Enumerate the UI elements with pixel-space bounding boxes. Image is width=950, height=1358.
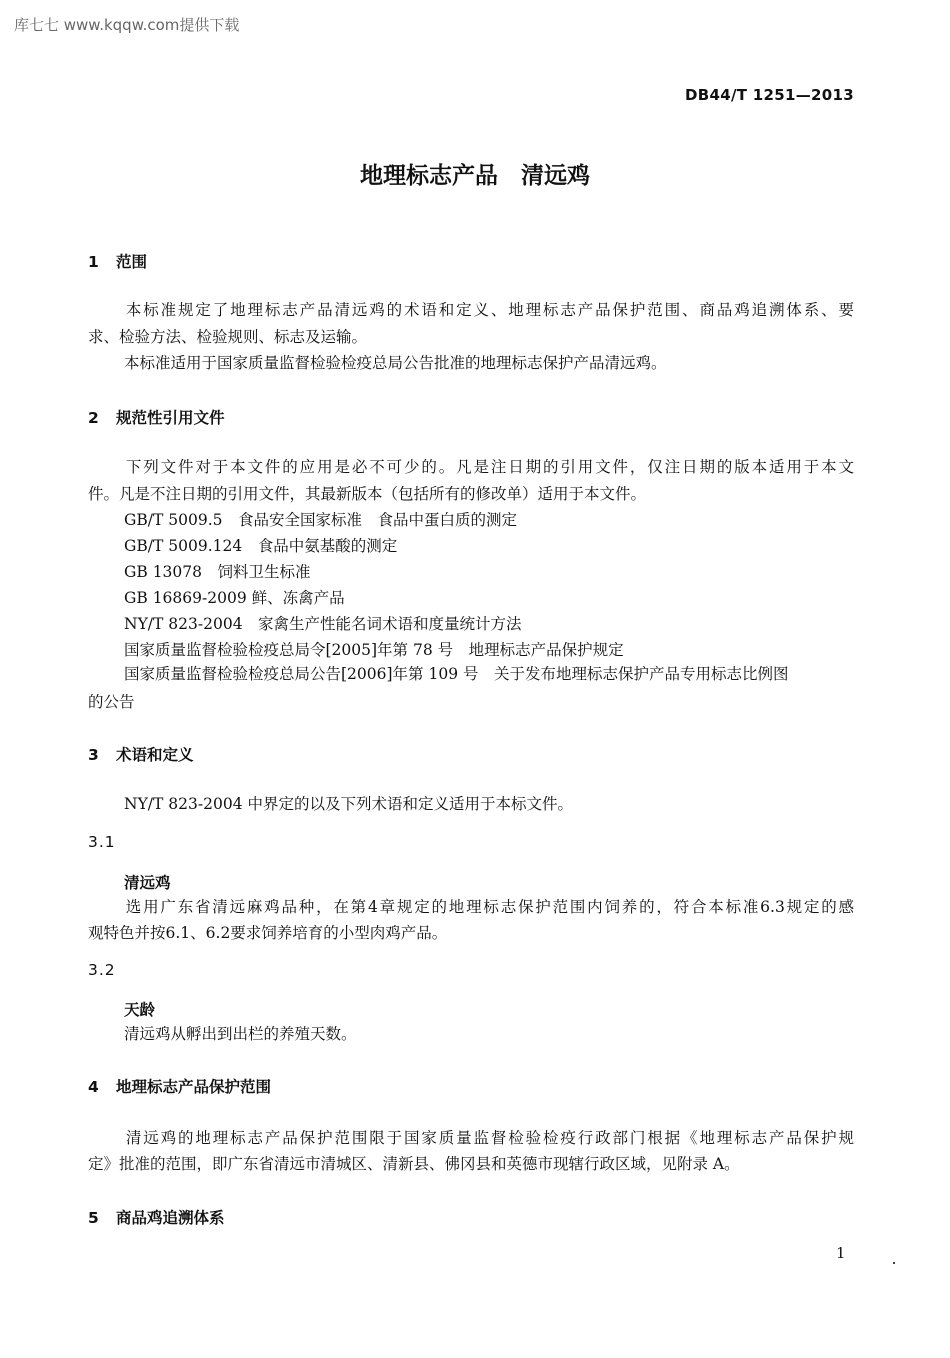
reference-item: GB/T 5009.124 食品中氨基酸的测定 xyxy=(124,537,398,555)
section-4-heading xyxy=(88,1075,271,1097)
reference-item: 国家质量监督检验检疫总局令[2005]年第 78 号 地理标志产品保护规定 xyxy=(124,641,624,659)
section-number: 3 xyxy=(88,746,99,764)
term-3-1-definition-line-2: 观特色并按6.1、6.2要求饲养培育的小型肉鸡产品。 xyxy=(88,924,448,942)
section-number: 4 xyxy=(88,1078,99,1096)
section-4-paragraph-line-2: 定》批准的范围，即广东省清远市清城区、清新县、佛冈县和英德市现辖行政区域，见附录 A。 xyxy=(88,1155,740,1173)
term-3-1-number: 3.1 xyxy=(88,833,116,851)
term-3-2-number: 3.2 xyxy=(88,961,116,979)
section-number: 5 xyxy=(88,1209,99,1227)
reference-item: GB/T 5009.5 食品安全国家标准 食品中蛋白质的测定 xyxy=(124,511,517,529)
reference-item: 国家质量监督检验检疫总局公告[2006]年第 109 号 关于发布地理标志保护产品专用标志比例图 xyxy=(124,665,789,683)
section-number: 2 xyxy=(88,409,99,427)
section-2-paragraph-line-1: 下列文件对于本文件的应用是必不可少的。凡是注日期的引用文件，仅注日期的版本适用于本文 xyxy=(124,458,854,476)
section-title: 规范性引用文件 xyxy=(116,409,225,427)
reference-item: GB 13078 饲料卫生标准 xyxy=(124,563,311,581)
section-1-paragraph-1-line-1: 本标准规定了地理标志产品清远鸡的术语和定义、地理标志产品保护范围、商品鸡追溯体系、要 xyxy=(124,301,854,319)
document-title: 地理标志产品 清远鸡 xyxy=(360,163,590,189)
standard-number: DB44/T 1251—2013 xyxy=(685,86,854,104)
section-1-paragraph-2: 本标准适用于国家质量监督检验检疫总局公告批准的地理标志保护产品清远鸡。 xyxy=(124,354,667,372)
section-2-heading xyxy=(88,406,225,428)
term-3-2-name: 天龄 xyxy=(124,1001,156,1019)
reference-item: NY/T 823-2004 家禽生产性能名词术语和度量统计方法 xyxy=(124,615,522,633)
section-1-paragraph-1-line-2: 求、检验方法、检验规则、标志及运输。 xyxy=(88,328,368,346)
page-number: 1 xyxy=(836,1244,846,1262)
section-3-heading xyxy=(88,743,194,765)
section-4-paragraph-line-1: 清远鸡的地理标志产品保护范围限于国家质量监督检验检疫行政部门根据《地理标志产品保护规 xyxy=(124,1129,854,1147)
section-title: 地理标志产品保护范围 xyxy=(116,1078,272,1096)
section-2-paragraph-line-2: 件。凡是不注日期的引用文件，其最新版本（包括所有的修改单）适用于本文件。 xyxy=(88,485,647,503)
section-5-heading xyxy=(88,1206,225,1228)
section-3-intro: NY/T 823-2004 中界定的以及下列术语和定义适用于本标文件。 xyxy=(124,795,573,813)
section-title: 商品鸡追溯体系 xyxy=(116,1209,225,1227)
term-3-1-name: 清远鸡 xyxy=(124,874,171,892)
section-title: 范围 xyxy=(116,253,148,271)
reference-item: GB 16869-2009 鲜、冻禽产品 xyxy=(124,589,345,607)
term-3-1-definition-line-1: 选用广东省清远麻鸡品种，在第4章规定的地理标志保护范围内饲养的，符合本标准6.3规定的感 xyxy=(124,898,854,916)
reference-item-continuation: 的公告 xyxy=(88,693,135,711)
watermark-text: 库七七 www.kqqw.com提供下载 xyxy=(14,16,240,34)
section-title: 术语和定义 xyxy=(116,746,194,764)
section-1-heading xyxy=(88,250,147,272)
scan-speck xyxy=(893,1262,895,1264)
section-number: 1 xyxy=(88,253,99,271)
term-3-2-definition: 清远鸡从孵出到出栏的养殖天数。 xyxy=(124,1025,357,1043)
